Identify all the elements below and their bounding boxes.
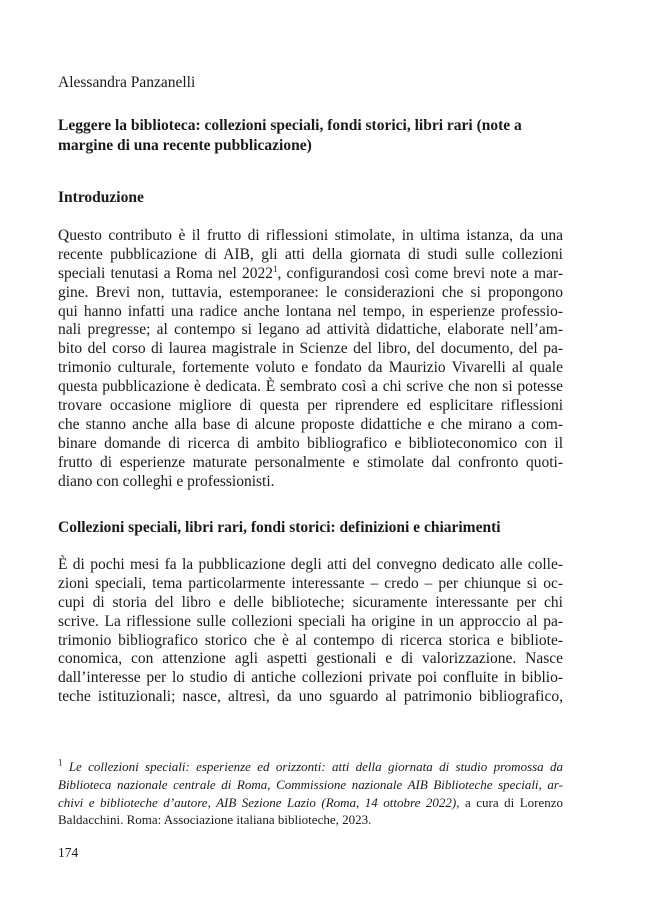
text-line: questa pubblicazione è dedicata. È sembrato così a chi scrive che non si potesse [58, 378, 563, 396]
article-title: Leggere la biblioteca: collezioni speciali, fondi storici, libri rari (note a margine di una recente pubblicazione) [58, 117, 522, 154]
footnote [58, 758, 563, 829]
text-line: cupi di storia del libro e delle biblioteche; sicuramente interessante per chi [58, 593, 563, 611]
text-line: Questo contributo è il frutto di riflessioni stimolate, in ultima istanza, da una [58, 227, 563, 244]
text-line: qui hanno infatti una radice anche lontana nel tempo, in esperienze professio- [58, 302, 563, 320]
text-line: gine. Brevi non, tuttavia, estemporanee: le considerazioni che si propongono [58, 283, 563, 301]
text-line: trimonio culturale, fortemente voluto e fondato da Maurizio Vivarelli al quale [58, 359, 563, 377]
text-segment: speciali tenutasi a Roma nel 2022 [58, 264, 273, 282]
footnote-line: Biblioteca nazionale centrale di Roma, Commissione nazionale AIB Biblioteche speciali, ar- [58, 776, 563, 792]
text-line: dall’interesse per lo studio di antiche collezioni private poi confluite in biblio- [58, 669, 563, 687]
text-line [58, 265, 563, 284]
text-line: frutto di esperienze maturate personalmente e stimolate dal confronto quoti- [58, 453, 563, 471]
footnote-number: 1 [58, 757, 63, 768]
text-line: nali pregresse; al contempo si legano ad attività didattiche, elaborate nell’am- [58, 321, 563, 339]
footnote-citation-title: chivi e biblioteche d’autore, AIB Sezione Lazio (Roma, 14 ottobre 2022) [58, 794, 457, 810]
text-line: trovare occasione migliore di questa per riprendere ed esplicitare riflessioni [58, 397, 563, 415]
footnote-citation-title: Le collezioni speciali: esperienze ed orizzonti: atti della giornata di studio promossa da [68, 759, 564, 774]
footnote-line [58, 794, 563, 812]
text-line: teche istituzionali; nasce, altresì, da uno sguardo al patrimonio bibliografico, [58, 688, 563, 706]
text-segment: , configurandosi così come brevi note a mar- [277, 264, 564, 282]
footnote-editor: , a cura di Lorenzo [456, 794, 564, 810]
footnote-line [58, 758, 563, 776]
text-line: bito del corso di laurea magistrale in Scienze del libro, del documento, del pa- [58, 340, 563, 358]
footnote-line: Baldacchini. Roma: Associazione italiana biblioteche, 2023. [58, 812, 372, 828]
text-line: scrive. La riflessione sulle collezioni speciali ha origine in un approccio al pa- [58, 612, 563, 630]
text-line: zioni speciali, tema particolarmente interessante – credo – per chiunque si oc- [58, 574, 563, 592]
footnote-reference[interactable]: 1 [272, 263, 278, 274]
document-page [58, 0, 563, 917]
text-line: trimonio bibliografico storico che è al contempo di ricerca storica e bibliote- [58, 631, 563, 649]
paragraph-introduzione [58, 227, 563, 491]
text-line: conomica, con attenzione agli aspetti gestionali e di valorizzazione. Nasce [58, 650, 563, 668]
text-line: che stanno anche alla base di alcune proposte didattiche e che mirano a com- [58, 415, 563, 433]
text-line: binare domande di ricerca di ambito bibliografico e biblioteconomico con il [58, 434, 563, 452]
text-line: recente pubblicazione di AIB, gli atti della giornata di studi sulle collezioni [58, 245, 563, 263]
section-heading-collezioni-speciali: Collezioni speciali, libri rari, fondi storici: definizioni e chiarimenti [58, 519, 501, 536]
author-name: Alessandra Panzanelli [58, 74, 196, 91]
paragraph-collezioni-speciali [58, 556, 563, 707]
text-line: È di pochi mesi fa la pubblicazione degli atti del convegno dedicato alle colle- [58, 556, 563, 573]
text-line: diano con colleghi e professionisti. [58, 472, 275, 490]
page-number: 174 [58, 845, 79, 860]
section-heading-introduzione: Introduzione [58, 189, 144, 206]
